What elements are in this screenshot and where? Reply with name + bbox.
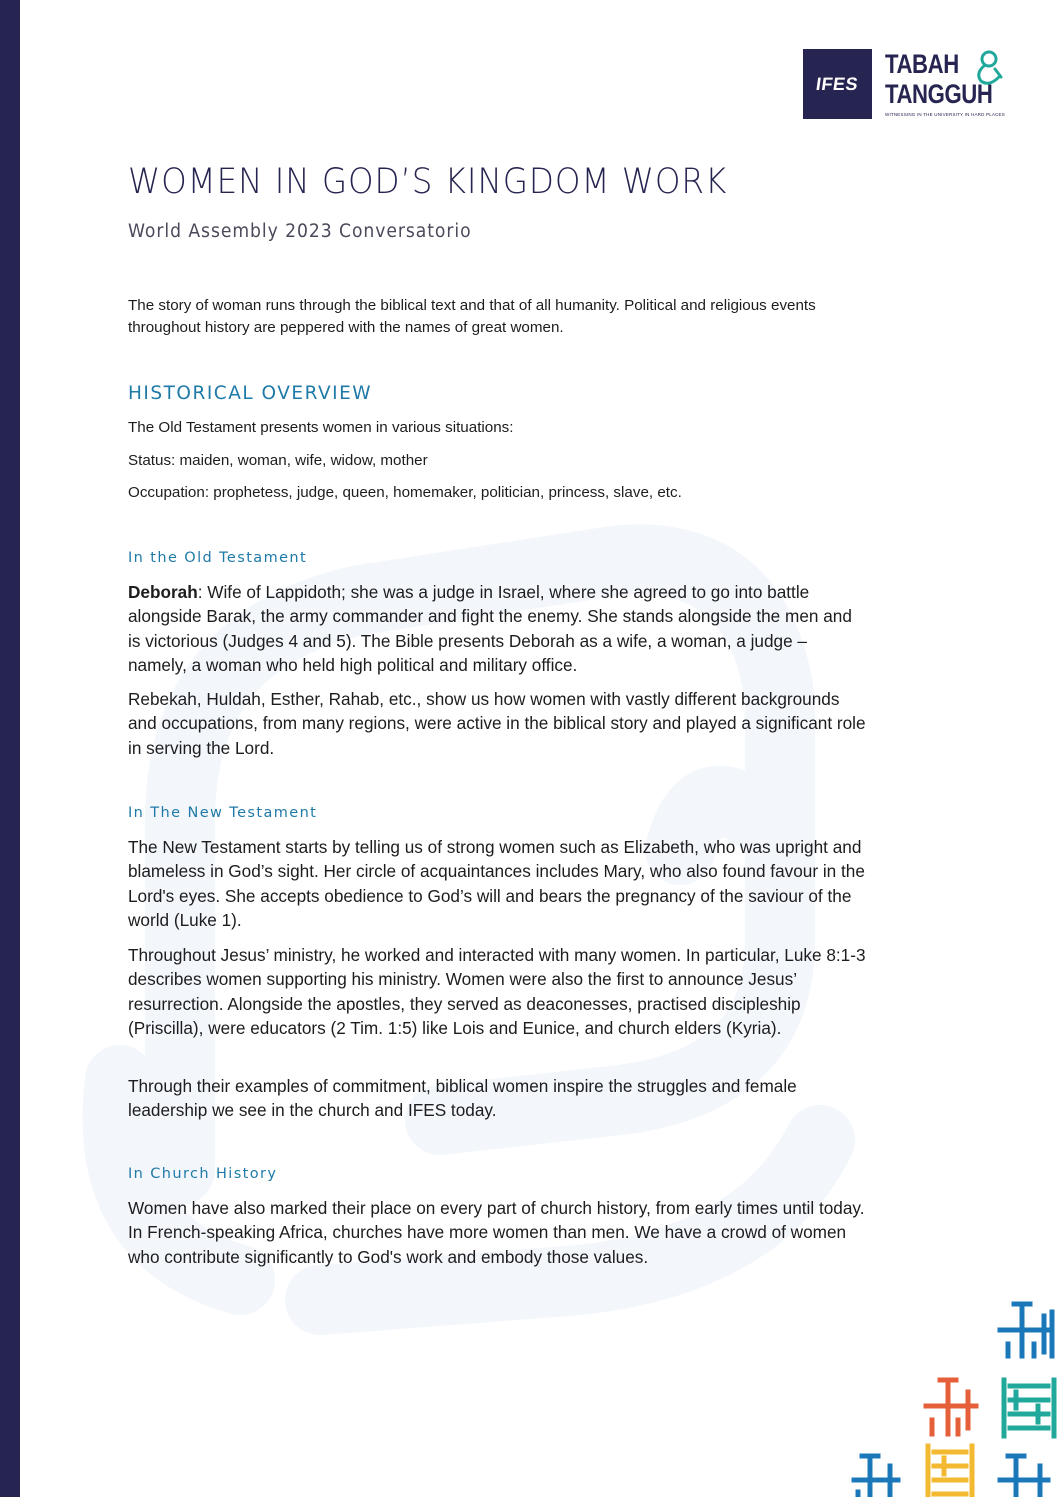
church-history-heading: In Church History [128, 1166, 278, 1182]
page-subtitle: World Assembly 2023 Conversatorio [128, 221, 472, 242]
tabah-logo-line1: TABAH [885, 49, 959, 79]
new-testament-paragraph-2: Throughout Jesus’ ministry, he worked and interacted with many women. In particular, Luke 8:1-3 describes women supporting his ministry. Women were also the first to announce Jesus’ resurrection. Alongside the apostles, they served as deaconesses, practised discipleship (Priscilla), were educators (2 Tim. 1:5) like Lois and Eunice, and church elders (Kyria). [128, 945, 866, 1038]
overview-line-1: The Old Testament presents women in various situations: [128, 419, 514, 436]
overview-line-3: Occupation: prophetess, judge, queen, homemaker, politician, princess, slave, etc. [128, 484, 682, 501]
page-title: WOMEN IN GOD’S KINGDOM WORK [128, 162, 728, 202]
deborah-text: : Wife of Lappidoth; she was a judge in Israel, where she agreed to go into battle alongside Barak, the army commander and fight the enemy. She stands alongside the men and is victorious (Judges 4 and 5). The Bible presents Deborah as a wife, a woman, a judge – namely, a woman who held high political and military office. [128, 582, 852, 675]
tabah-tangguh-logo [885, 51, 1005, 119]
overview-line-2: Status: maiden, woman, wife, widow, mother [128, 452, 428, 469]
old-testament-paragraph-2: Rebekah, Huldah, Esther, Rahab, etc., show us how women with vastly different backgrounds and occupations, from many regions, were active in the biblical story and played a significant role in serving the Lord. [128, 689, 866, 758]
tabah-logo-line2: TANGGUH [885, 79, 993, 109]
decorative-pattern-graphic [848, 1296, 1058, 1497]
ampersand-swirl-icon [955, 47, 1005, 87]
ifes-logo-text: IFES [815, 73, 860, 94]
tabah-logo-tagline: WITNESSING IN THE UNIVERSITY IN HARD PLACES [885, 112, 1005, 117]
left-accent-bar [0, 0, 20, 1497]
intro-paragraph: The story of woman runs through the biblical text and that of all humanity. Political and religious events throughout history are peppered with the names of great women. [128, 297, 816, 336]
historical-overview-heading: HISTORICAL OVERVIEW [128, 383, 373, 404]
new-testament-paragraph-3: Through their examples of commitment, biblical women inspire the struggles and female leadership we see in the church and IFES today. [128, 1076, 797, 1121]
old-testament-heading: In the Old Testament [128, 550, 308, 566]
church-history-paragraph: Women have also marked their place on every part of church history, from early times until today. In French-speaking Africa, churches have more women than men. We have a crowd of women who contribute significantly to God's work and embody those values. [128, 1198, 865, 1267]
deborah-paragraph [128, 580, 868, 677]
deborah-name: Deborah [128, 582, 198, 602]
new-testament-heading: In The New Testament [128, 805, 318, 821]
logos-header [803, 49, 1003, 121]
new-testament-paragraph-1: The New Testament starts by telling us of strong women such as Elizabeth, who was upright and blameless in God’s sight. Her circle of acquaintances includes Mary, who also found favour in the Lord's eyes. She accepts obedience to God’s will and bears the pregnancy of the saviour of the world (Luke 1). [128, 837, 865, 930]
ifes-logo [803, 49, 872, 119]
